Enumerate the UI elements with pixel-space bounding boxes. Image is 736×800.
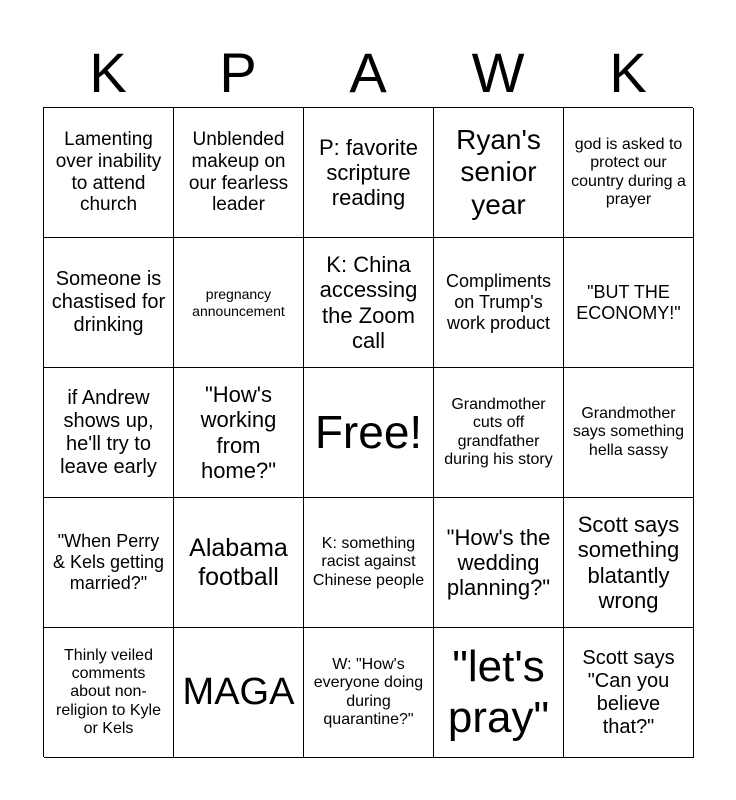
bingo-cell[interactable] [434, 108, 564, 238]
bingo-cell[interactable] [44, 368, 174, 498]
cell-text: Thinly veiled comments about non-religion to Kyle or Kels [56, 646, 161, 738]
bingo-cell[interactable] [304, 628, 434, 758]
cell-text: "How's the wedding planning?" [446, 524, 551, 601]
cell-text: Lamenting over inability to attend church [55, 128, 162, 216]
cell-text: god is asked to protect our country during a prayer [571, 135, 686, 208]
bingo-cell[interactable] [564, 238, 694, 368]
bingo-cell[interactable] [304, 498, 434, 628]
cell-text: "How's working from home?" [200, 381, 277, 483]
bingo-cell[interactable] [174, 108, 304, 238]
bingo-cell[interactable] [174, 238, 304, 368]
cell-text: Grandmother cuts off grandfather during his story [444, 395, 553, 468]
header-letter-k2: K [609, 41, 647, 104]
cell-text: W: "How's everyone doing during quarantine?" [313, 655, 424, 728]
free-space[interactable] [304, 368, 434, 498]
bingo-cell[interactable] [44, 238, 174, 368]
cell-text: Scott says "Can you believe that?" [582, 646, 675, 738]
bingo-board [43, 107, 693, 757]
bingo-cell[interactable] [174, 368, 304, 498]
bingo-cell[interactable] [44, 498, 174, 628]
bingo-cell[interactable] [434, 498, 564, 628]
cell-text: Ryan's senior year [456, 124, 541, 220]
cell-text: Free! [314, 406, 423, 459]
bingo-header [43, 40, 693, 106]
cell-text: Someone is chastised for drinking [51, 268, 166, 336]
bingo-cell[interactable] [304, 238, 434, 368]
bingo-cell[interactable] [304, 108, 434, 238]
cell-text: pregnancy announcement [192, 286, 285, 319]
cell-text: Alabama football [189, 533, 288, 591]
header-letter-p: P [219, 41, 257, 104]
header-letter-k: K [89, 41, 127, 104]
header-letter-a: A [349, 41, 387, 104]
cell-text: "When Perry & Kels getting married?" [52, 531, 165, 593]
cell-text: K: China accessing the Zoom call [319, 251, 418, 353]
cell-text: "BUT THE ECONOMY!" [576, 281, 681, 323]
bingo-cell[interactable] [44, 628, 174, 758]
cell-text: Scott says something blatantly wrong [577, 511, 680, 613]
bingo-cell[interactable] [174, 498, 304, 628]
bingo-cell[interactable] [564, 628, 694, 758]
cell-text: if Andrew shows up, he'll try to leave early [60, 386, 157, 478]
cell-text: Compliments on Trump's work product [445, 271, 552, 333]
bingo-cell[interactable] [564, 368, 694, 498]
cell-text: "let's pray" [447, 641, 550, 742]
cell-text: P: favorite scripture reading [318, 134, 419, 211]
bingo-cell[interactable] [434, 628, 564, 758]
cell-text: MAGA [182, 670, 295, 713]
cell-text: Grandmother says something hella sassy [572, 404, 685, 459]
bingo-cell[interactable] [434, 368, 564, 498]
bingo-cell[interactable] [564, 498, 694, 628]
bingo-cell[interactable] [44, 108, 174, 238]
cell-text: K: something racist against Chinese people [312, 534, 425, 589]
bingo-cell[interactable] [564, 108, 694, 238]
bingo-cell[interactable] [174, 628, 304, 758]
header-letter-w: W [471, 41, 525, 104]
cell-text: Unblended makeup on our fearless leader [188, 128, 289, 216]
bingo-cell[interactable] [434, 238, 564, 368]
